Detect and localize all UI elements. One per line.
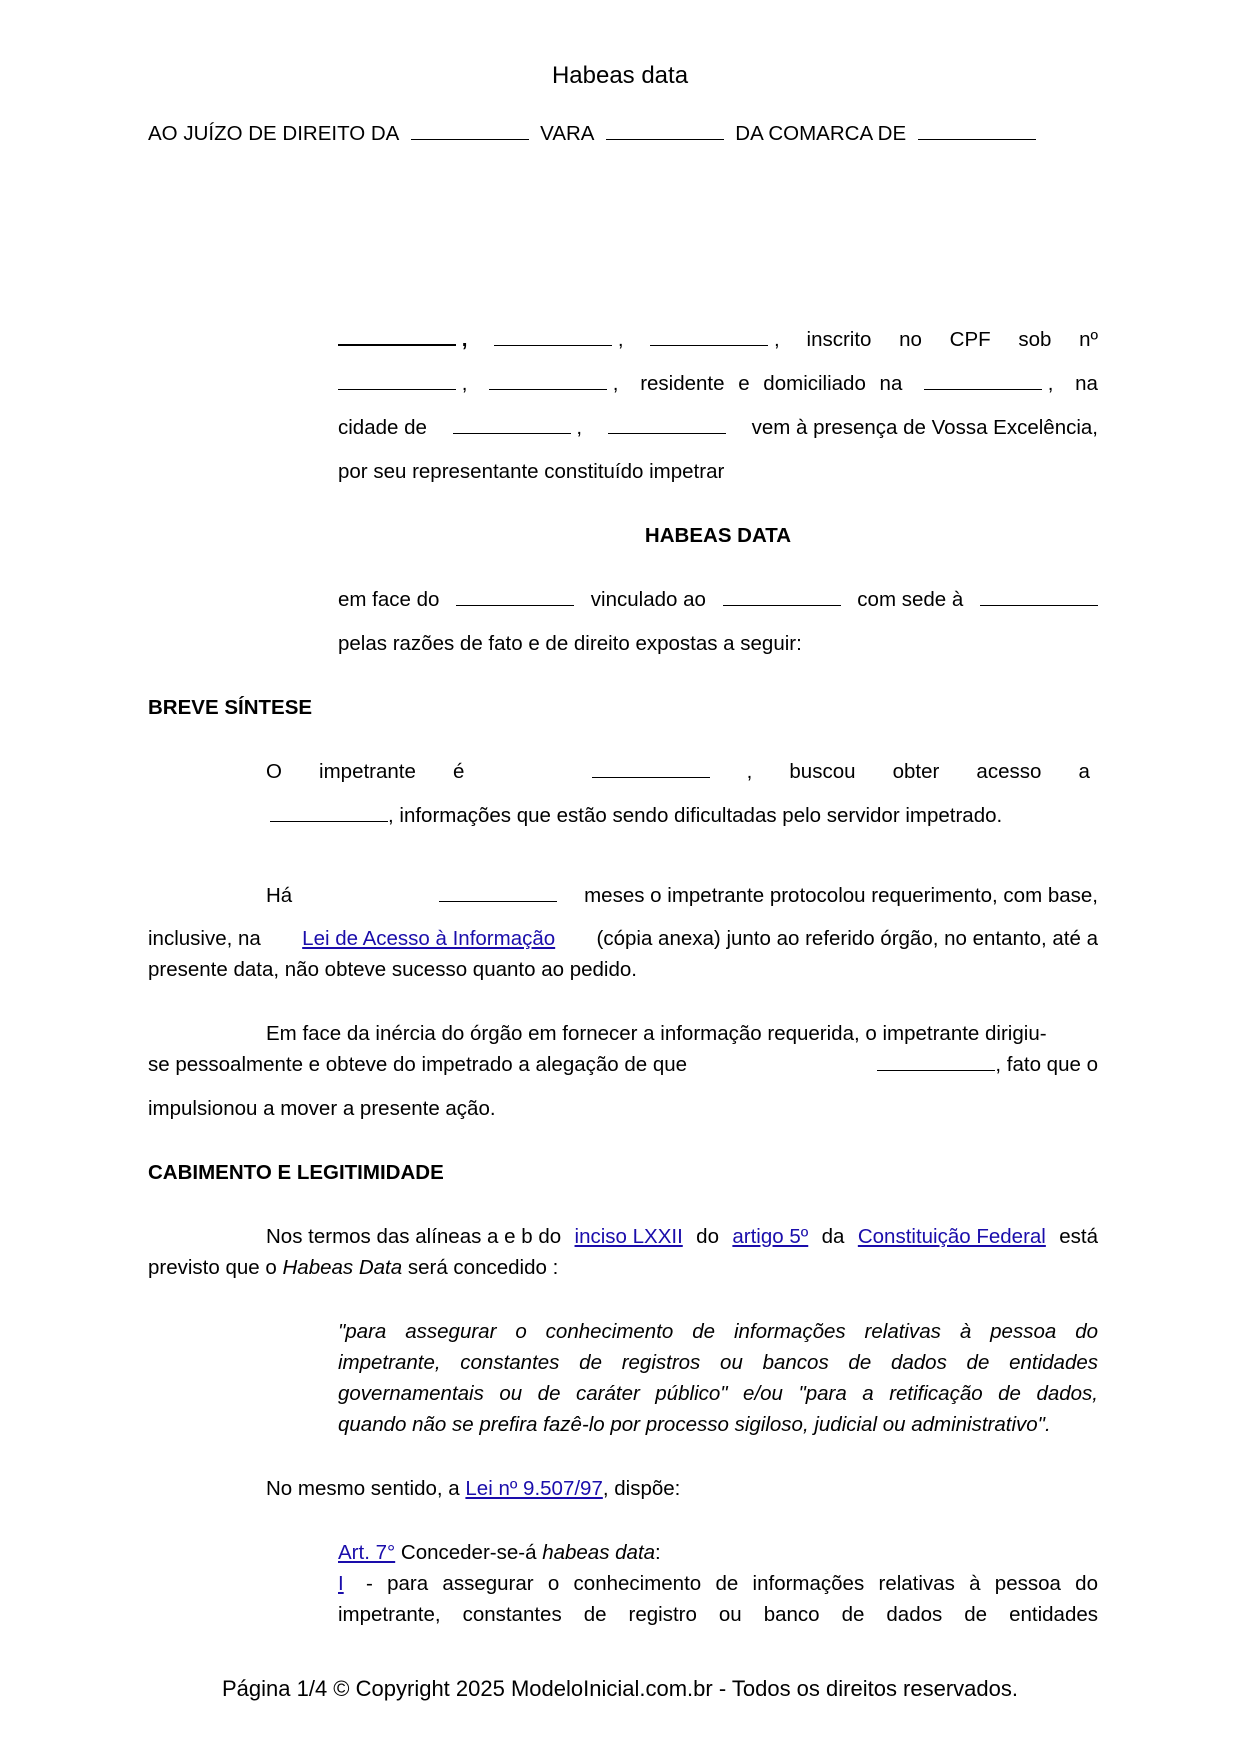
qualification-line-2	[338, 372, 1098, 396]
cabimento-text: previsto que o	[148, 1256, 277, 1279]
sintese-p3-line-3: impulsionou a mover a presente ação.	[148, 1097, 496, 1120]
qualification-text: cidade de	[338, 416, 427, 439]
cabimento-text: Nos termos das alíneas a e b do	[266, 1225, 562, 1248]
court-address-line	[148, 122, 1036, 146]
blank-field	[918, 123, 1036, 140]
sintese-line-1	[266, 760, 1090, 784]
cabimento-italic: Habeas Data	[282, 1256, 403, 1279]
art-7-line	[338, 1541, 661, 1565]
qualification-line-1	[338, 328, 1098, 352]
cabimento-text: No mesmo sentido, a	[266, 1477, 460, 1500]
sintese-text: (cópia anexa) junto ao referido órgão, no entanto, até a	[596, 927, 1098, 950]
defendant-text: em face do	[338, 588, 440, 611]
word: buscou	[789, 760, 856, 783]
cabimento-p1-line-2	[148, 1256, 558, 1280]
sintese-text: se pessoalmente e obteve do impetrado a alegação de que	[148, 1053, 688, 1076]
word: a	[1078, 760, 1090, 783]
inciso-line-1	[338, 1572, 1098, 1596]
blank-field	[439, 885, 557, 902]
qualification-text-end: na	[1075, 372, 1098, 395]
section-heading-breve-sintese: BREVE SÍNTESE	[148, 696, 313, 719]
cabimento-text: do	[696, 1225, 719, 1248]
blank-field	[456, 589, 574, 606]
sintese-p3-line-1: Em face da inércia do órgão em fornecer a informação requerida, o impetrante dirigiu-	[266, 1022, 1047, 1045]
qualification-text: vem à presença de Vossa Excelência,	[751, 416, 1098, 439]
defendant-line-1	[338, 588, 1098, 612]
cabimento-p2	[266, 1477, 680, 1501]
lei-acesso-informacao-link[interactable]: Lei de Acesso à Informação	[302, 927, 556, 950]
section-heading-cabimento: CABIMENTO E LEGITIMIDADE	[148, 1161, 444, 1184]
blank-field: ,	[650, 328, 779, 352]
action-title: HABEAS DATA	[644, 524, 792, 547]
inciso-lxxii-link[interactable]: inciso LXXII	[574, 1225, 683, 1248]
art-7-link[interactable]: Art. 7°	[338, 1541, 396, 1564]
qualification-line-3	[338, 416, 1098, 440]
qualification-line-4: por seu representante constituído impetrar	[338, 460, 725, 483]
inciso-line-2: impetrante, constantes de registro ou banco de dados de entidades	[338, 1603, 1098, 1626]
qualification-text: inscrito no CPF sob nº	[806, 328, 1098, 351]
qualification-text: residente e domiciliado na	[640, 372, 903, 395]
art-text: Conceder-se-á	[400, 1541, 537, 1564]
blank-field	[592, 761, 710, 778]
blank-field: ,	[924, 372, 1053, 396]
inciso-i-link[interactable]: I	[338, 1572, 344, 1595]
word: O	[266, 760, 282, 783]
sintese-p2-line-1	[266, 884, 1098, 908]
blank-field: ,	[489, 372, 618, 396]
sintese-text: , fato que o	[995, 1053, 1098, 1076]
quote-line-3: governamentais ou de caráter público" e/ou "para a retificação de dados,	[338, 1382, 1098, 1405]
cabimento-p1-line-1	[266, 1225, 1098, 1249]
court-text-2: VARA	[540, 122, 595, 145]
blank-field	[608, 416, 726, 440]
defendant-line-2: pelas razões de fato e de direito expostas a seguir:	[338, 632, 802, 655]
blank-field: ,	[338, 372, 467, 396]
sintese-text: meses o impetrante protocolou requerimento, com base,	[584, 884, 1098, 907]
sintese-text: , informações que estão sendo dificultadas pelo servidor impetrado.	[388, 804, 1003, 827]
sintese-p3-line-2	[148, 1053, 1098, 1077]
defendant-text: vinculado ao	[590, 588, 706, 611]
blank-field	[270, 805, 388, 822]
court-text-3: DA COMARCA DE	[735, 122, 907, 145]
cabimento-text: da	[821, 1225, 845, 1248]
cabimento-text: será concedido :	[407, 1256, 559, 1279]
blank-field	[877, 1053, 995, 1077]
word: acesso	[976, 760, 1042, 783]
blank-field: ,	[453, 416, 582, 440]
art-colon: :	[655, 1541, 661, 1564]
quote-line-1: "para assegurar o conhecimento de informações relativas à pessoa do	[338, 1320, 1098, 1343]
constituicao-federal-link[interactable]: Constituição Federal	[857, 1225, 1046, 1248]
art-italic: habeas data	[542, 1541, 656, 1564]
artigo-5-link[interactable]: artigo 5º	[732, 1225, 809, 1248]
word: obter	[892, 760, 940, 783]
document-title: Habeas data	[551, 62, 689, 89]
quote-line-4: quando não se prefira fazê-lo por processo sigiloso, judicial ou administrativo".	[338, 1413, 1051, 1436]
word: impetrante	[319, 760, 416, 783]
blank-field	[723, 589, 841, 606]
blank-field: ,	[338, 328, 467, 352]
defendant-text: com sede à	[857, 588, 964, 611]
sintese-p2-line-3: presente data, não obteve sucesso quanto ao pedido.	[148, 958, 637, 981]
word: Há	[266, 884, 293, 907]
quote-line-2: impetrante, constantes de registros ou bancos de dados de entidades	[338, 1351, 1098, 1374]
blank-field	[606, 123, 724, 140]
word: ,	[746, 760, 753, 783]
cabimento-text: , dispõe:	[602, 1477, 681, 1500]
inciso-text: - para assegurar o conhecimento de informações relativas à pessoa do	[366, 1572, 1098, 1595]
blank-field	[980, 589, 1098, 606]
sintese-p2-line-2	[148, 927, 1098, 951]
blank-field: ,	[494, 328, 623, 352]
page-footer: Página 1/4 © Copyright 2025 ModeloInicial.com.br - Todos os direitos reservados.	[222, 1676, 1018, 1701]
court-text-1: AO JUÍZO DE DIREITO DA	[148, 122, 400, 145]
lei-9507-link[interactable]: Lei nº 9.507/97	[465, 1477, 603, 1500]
blank-field	[411, 123, 529, 140]
sintese-line-2	[270, 804, 1002, 828]
sintese-text: inclusive, na	[148, 927, 261, 950]
cabimento-text: está	[1059, 1225, 1098, 1248]
word: é	[453, 760, 465, 783]
